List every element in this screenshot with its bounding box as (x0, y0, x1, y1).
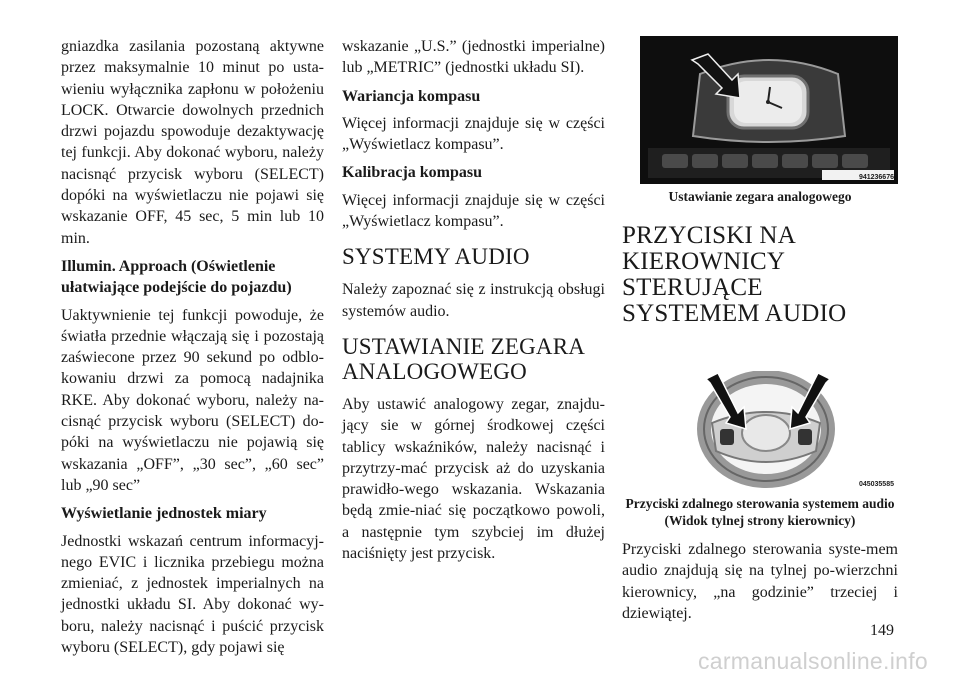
figure-caption: Przyciski zdalnego sterowania systemem audio (Widok tylnej strony kierownicy) (625, 496, 895, 528)
steering-wheel-figure (640, 371, 898, 491)
section-heading-steering-controls: PRZYCISKI NA KIEROWNICY STERUJĄCE SYSTEMEM AUDIO (622, 222, 847, 327)
middle-column (342, 36, 605, 571)
paragraph: wskazanie „U.S.” (jednostki imperialne) lub „METRIC” (jednostki układu SI). (342, 38, 605, 77)
subheading-units: Wyświetlanie jednostek miary (61, 505, 267, 523)
page-number: 149 (870, 622, 894, 639)
clock-figure (640, 36, 898, 184)
section-heading-audio: SYSTEMY AUDIO (342, 244, 530, 270)
figure-code: 941236676 (858, 174, 894, 181)
figure-caption: Ustawianie zegara analogowego (668, 189, 852, 204)
section-heading-clock: USTAWIANIE ZEGARA ANALOGOWEGO (342, 333, 584, 384)
steering-wheel-illustration (640, 371, 898, 491)
clock-illustration (640, 36, 898, 184)
paragraph: Aby ustawić analogowy zegar, znajdu-jący sie w górnej środkowej części tablicy wskaźników, należy nacisnąć i przytrzy-mać przycisk aż do uzyskania prawidło-wego wskazania. Wskazania będą zmie-niać się początkowo powoli, a następnie tym szybciej im dłużej naciśnięty jest przycisk. (342, 395, 605, 563)
figure-code: 045035585 (858, 481, 894, 488)
subheading-compass-calibration: Kalibracja kompasu (342, 164, 483, 182)
subheading-illumin-approach: Illumin. Approach (Oświetlenie ułatwiające podejście do pojazdu) (61, 257, 292, 297)
paragraph: Przyciski zdalnego sterowania syste-mem audio znajdują się na tylnej po-wierzchni kierownicy, „na godzinie” trzeciej i dziewiątej. (622, 541, 898, 622)
paragraph: Uaktywnienie tej funkcji powoduje, że światła przednie włączają się i pozostają zaświecone przez 90 sekund po odblo-kowaniu drzwi za pomocą nadajnika RKE. Aby dokonać wyboru, należy na-cisnąć przycisk wyboru (SELECT) do-póki na wyświetlaczu nie pojawią się wskazania „OFF”, „30 sec”, „60 sec” lub „90 sec” (61, 306, 324, 494)
paragraph: Więcej informacji znajduje się w części „Wyświetlacz kompasu”. (342, 191, 605, 231)
left-column (61, 36, 324, 665)
paragraph: Należy zapoznać się z instrukcją obsługi systemów audio. (342, 281, 605, 320)
paragraph: gniazdka zasilania pozostaną aktywne przez maksymalnie 10 minut po usta-wieniu wyłącznika zapłonu w położeniu LOCK. Otwarcie dowolnych przednich drzwi pojazdu spowoduje dezaktywację tej funkcji. Aby dokonać wyboru, należy nacisnąć przycisk wyboru (SELECT) dopóki na wyświetlaczu nie pojawi się wskazanie OFF, 45 sec, 5 min lub 10 min. (61, 38, 324, 247)
right-column (622, 36, 898, 631)
watermark: carmanualsonline.info (697, 648, 928, 674)
subheading-compass-variance: Wariancja kompasu (342, 87, 481, 105)
paragraph: Więcej informacji znajduje się w części „Wyświetlacz kompasu”. (342, 114, 605, 154)
paragraph: Jednostki wskazań centrum informacyj-nego EVIC i licznika przebiegu można zmieniać, z jednostek imperialnych na jednostki układu SI. Aby dokonać wy-boru, należy nacisnąć i puścić przycisk wyboru (SELECT), gdy pojawi się (61, 532, 324, 657)
